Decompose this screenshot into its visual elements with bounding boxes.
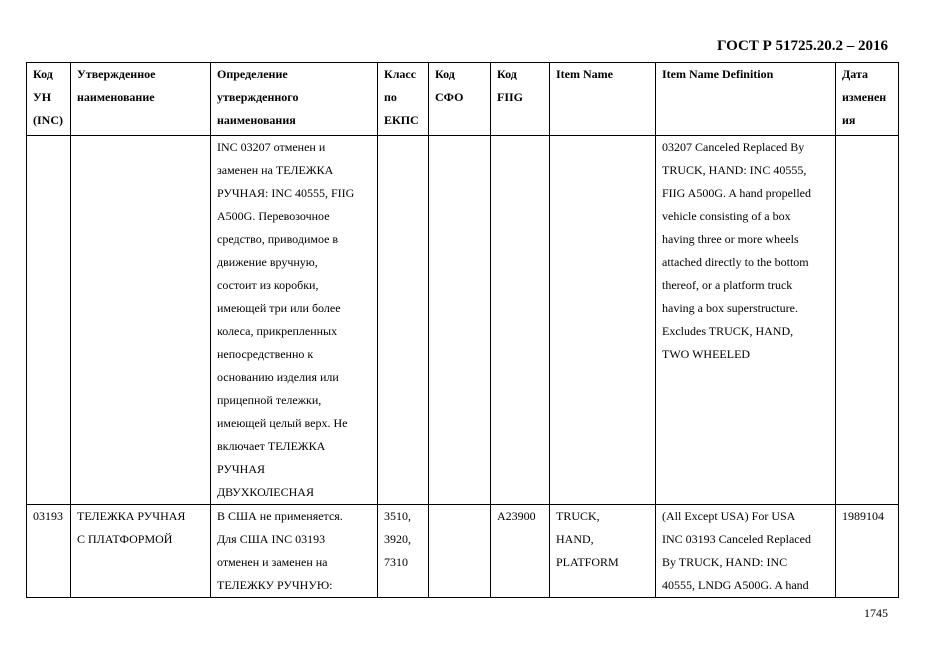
col-header-class: Класс по ЕКПС	[378, 63, 429, 136]
table-header-row	[27, 63, 899, 136]
cell-approved-name: ТЕЛЕЖКА РУЧНАЯ С ПЛАТФОРМОЙ	[71, 505, 211, 598]
cell-item-name: TRUCK, HAND, PLATFORM	[550, 505, 656, 598]
cell-inc	[27, 136, 71, 505]
col-header-item-name: Item Name	[550, 63, 656, 136]
col-header-fiig: Код FIIG	[491, 63, 550, 136]
cell-item-name-definition: 03207 Canceled Replaced By TRUCK, HAND: INC 40555, FIIG A500G. A hand propelled vehicle consisting of a box having three or more wheels attached directly to the bottom thereof, or a platform truck having a box superstructure. Excludes TRUCK, HAND, TWO WHEELED	[656, 136, 836, 505]
cell-sfo	[429, 136, 491, 505]
cell-item-name	[550, 136, 656, 505]
table-row	[27, 136, 899, 505]
col-header-item-name-definition: Item Name Definition	[656, 63, 836, 136]
cell-class	[378, 136, 429, 505]
cell-date	[836, 136, 899, 505]
table-row	[27, 505, 899, 598]
col-header-sfo: Код СФО	[429, 63, 491, 136]
cell-definition: INC 03207 отменен и заменен на ТЕЛЕЖКА РУЧНАЯ: INC 40555, FIIG A500G. Перевозочное средство, приводимое в движение вручную, состоит из коробки, имеющей три или более колеса, прикрепленных непосредственно к основанию изделия или прицепной тележки, имеющей целый верх. Не включает ТЕЛЕЖКА РУЧНАЯ ДВУХКОЛЕСНАЯ	[211, 136, 378, 505]
cell-inc: 03193	[27, 505, 71, 598]
cell-definition: В США не применяется. Для США INC 03193 отменен и заменен на ТЕЛЕЖКУ РУЧНУЮ:	[211, 505, 378, 598]
col-header-date: Дата изменен ия	[836, 63, 899, 136]
cell-fiig	[491, 136, 550, 505]
col-header-approved-name: Утвержденное наименование	[71, 63, 211, 136]
page-number: 1745	[864, 606, 888, 620]
nomenclature-table	[26, 62, 899, 598]
col-header-definition: Определение утвержденного наименования	[211, 63, 378, 136]
cell-fiig: A23900	[491, 505, 550, 598]
cell-date: 1989104	[836, 505, 899, 598]
cell-approved-name	[71, 136, 211, 505]
cell-item-name-definition: (All Except USA) For USA INC 03193 Canceled Replaced By TRUCK, HAND: INC 40555, LNDG A500G. A hand	[656, 505, 836, 598]
cell-class: 3510, 3920, 7310	[378, 505, 429, 598]
document-title: ГОСТ Р 51725.20.2 – 2016	[716, 38, 888, 54]
col-header-inc: Код УН (INC)	[27, 63, 71, 136]
cell-sfo	[429, 505, 491, 598]
